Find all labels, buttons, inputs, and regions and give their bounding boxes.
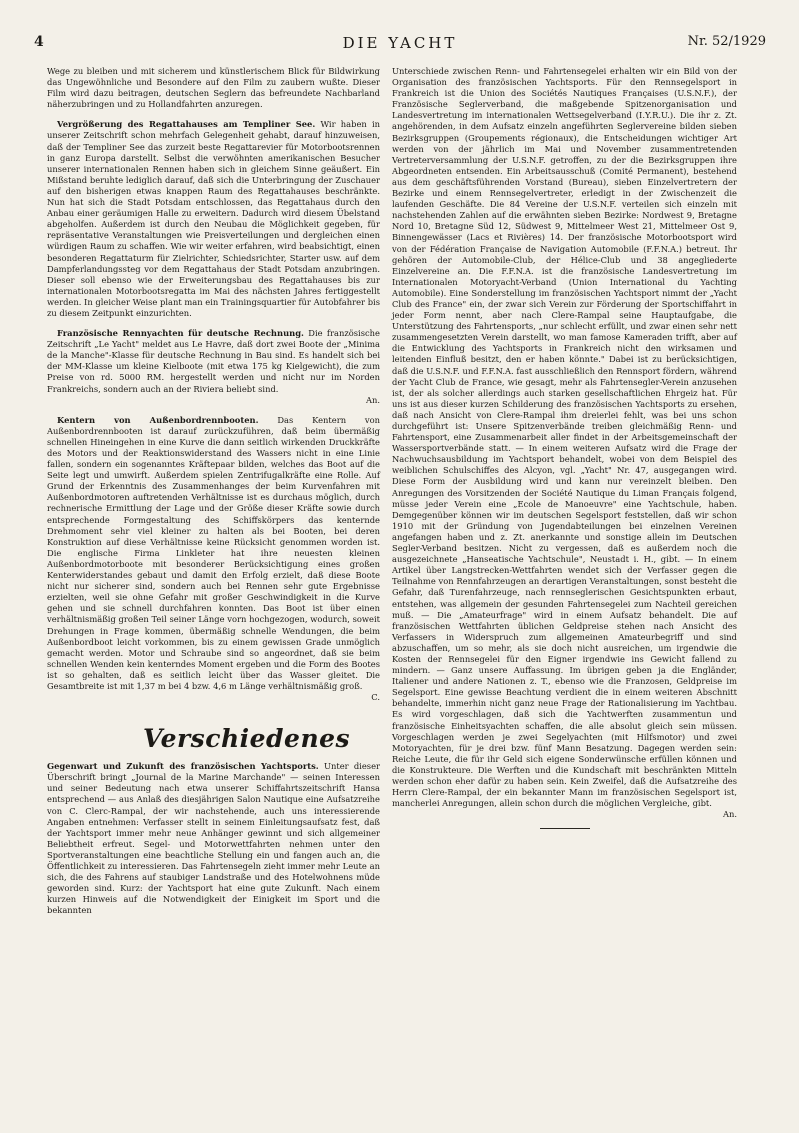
section-title: Verschiedenes (143, 724, 351, 754)
article-kentern (47, 415, 380, 692)
article-heading: Kentern von Außenbordrennbooten. (57, 414, 259, 425)
page-header (34, 34, 766, 54)
end-rule (540, 828, 590, 829)
right-column (392, 66, 737, 1106)
article-continuation: Unterschiede zwischen Renn- und Fahrtensegelei erhalten wir ein Bild von der Organisation des französischen Yachtsports. Für den Rennsegelsport in Frankreich ist die Union des Sociétés Nautiques Françaises (U.S.N.F.), der Französische Seglerverband, die maßgebende Spitzenorganisation und Landesvertretung im internationalen Wettsegelverband (I.Y.R.U.). Die ihr z. Zt. angehörenden, in dem Aufsatz einzeln angeführten Seglervereine bilden sieben Bezirksgruppen (Groupements régionaux), die Entscheidungen wichtiger Art werden von der jährlich im Mai und November zusammentretenden Vertreterversammlung der U.S.N.F. getroffen, zu der die Bezirksgruppen ihre Abgeordneten entsenden. Ein Arbeitsausschuß (Comité Permanent), bestehend aus dem geschäftsführenden Vorstand (Bureau), sieben Einzelvertretern der Bezirke und einem Rennsegelvertreter, erledigt in der Zwischenzeit die laufenden Geschäfte. Die 84 Vereine der U.S.N.F. verteilen sich einzeln mit nachstehenden Zahlen auf die erwähnten sieben Bezirke: Nordwest 9, Bretagne Nord 10, Bretagne Süd 12, Südwest 9, Mittelmeer West 21, Mittelmeer Ost 9, Binnengewässer (Lacs et Rivières) 14. Der französische Motorbootsport wird von der Fédération Française de Navigation Automobile (F.F.N.A.) betreut. Ihr gehören der Automobile-Club, der Hélice-Club und 38 angegliederte Einzelvereine an. Die F.F.N.A. ist die französische Landesvertretung im Internationalen Motoryacht-Verband (Union International du Yachting Automobile). Eine Sonderstellung im französischen Yachtsport nimmt der „Yacht Club des France" ein, der zwar sich Verein zur Förderung der Sportschiffahrt in jeder Form nennt, aber nach Clere-Rampal seine Hauptaufgabe, die Unterstützung des Fahrtensports, „nur schlecht erfüllt, und zwar einen sehr nett zusammengesetzten Verein darstellt, wo man famose Kameraden trifft, aber auf die Entwicklung des Yachtsports in Frankreich nicht den wirksamen und leitenden Einfluß besitzt, den er haben könnte." Dabei ist zu berücksichtigen, daß die U.S.N.F. und F.F.N.A. fast ausschließlich den Rennsport fördern, während der Yacht Club de France, wie gesagt, mehr als Fahrtensegler-Verein anzusehen ist, der als solcher allerdings auch starken gesellschaftlichen Ehrgeiz hat. Für uns ist aus dieser kurzen Schilderung des französischen Yachtsports zu ersehen, daß nach Ansicht von Clere-Rampal ihm dreierlei fehlt, was bei uns schon durchgeführt ist: Unsere Spitzenverbände treiben gleichmäßig Renn- und Fahrtensport, eine Zusammenarbeit aller findet in der Arbeitsgemeinschaft der Wassersportverbände statt. — In einem weiteren Aufsatz wird die Frage der Nachwuchsausbildung im Yachtsport behandelt, wobei von dem Beispiel des weiblichen Schulschiffes des Alcyon, vgl. „Yacht" Nr. 47, ausgegangen wird. Diese Form der Ausbildung wird und kann nur vereinzelt bleiben. Den Anregungen des Vorsitzenden der Société Nautique du Liman Français folgend, müsse jeder Verein eine „Ecole de Manoeuvre" eine Yachtschule, haben. Demgegenüber können wir im deutschen Segelsport feststellen, daß wir schon 1910 mit der Gründung von Jugendabteilungen bei einzelnen Vereinen angefangen haben und z. Zt. anerkannte und sonstige allein im Deutschen Segler-Verband besitzen. Nicht zu vergessen, daß es außerdem noch die ausgezeichnete „Hanseatische Yachtschule", Neustadt i. H., gibt. — In einem Artikel über Langstrecken-Wettfahrten wendet sich der Verfasser gegen die Teilnahme von Rennfahrzeugen an derartigen Veranstaltungen, sonst besteht die Gefahr, daß Turenfahrzeuge, nach rennseglerischen Gesichtspunkten erbaut, entstehen, was allgemein der gesunden Fahrtensegelei zum Nachteil gereichen muß. — Die „Amateurfrage" wird in einem Aufsatz behandelt. Die auf französischen Wettfahrten üblichen Geldpreise stehen nach Ansicht des Verfassers in Widerspruch zum allgemeinen Amateurbegriff und sind abzuschaffen, um so mehr, als sie doch nicht ausreichen, um irgendwie die Kosten der Rennsegelei für den Eigner irgendwie ins Gewicht fallend zu mindern. — Ganz unsere Auffassung. Im übrigen geben ja die Engländer, Italiener und andere Nationen z. T., ebenso wie die Franzosen, Geldpreise im Segelsport. Eine gewisse Beachtung verdient die in einem weiteren Abschnitt behandelte, immerhin nicht ganz neue Frage der Rationalisierung im Yachtbau. Es wird vorgeschlagen, daß sich die Yachtwerften zusammentun und französische Einheitsyachten schaffen, die alle absolut gleich sein müssen. Vorgeschlagen werden je zwei Segelyachten (mit Hilfsmotor) und zwei Motoryachten, für je drei bzw. fünf Mann Besatzung. Dagegen werden sein: Reiche Leute, die für ihr Geld sich eigene Sonderwünsche erfüllen können und die Konstrukteure. Die Werften und die Kundschaft mit beschränkten Mitteln werden schon eher dafür zu haben sein. Kein Zweifel, daß die Aufsatzreihe des Herrn Clere-Rampal, der ein bekannter Mann im französischen Segelsport ist, mancherlei Anregungen, allein schon durch die möglichen Vergleiche, gibt. (392, 66, 737, 809)
article-heading: Vergrößerung des Regattahauses am Templiner See. (57, 119, 316, 130)
article-body: Die französische Zeitschrift „Le Yacht" meldet aus Le Havre, daß dort zwei Boote der „Minima de la Manche"-Klasse für deutsche Rechnung in Bau sind. Es handelt sich bei der MM-Klasse um kleine Kielboote (mit etwa 175 kg Kielgewicht), die zum Preise von rd. 5000 RM. hergestellt werden und nicht nur im Norden Frankreichs, sondern auch an der Riviera beliebt sind. (47, 328, 380, 394)
left-column (47, 66, 380, 1106)
article-body: Wir haben in unserer Zeitschrift schon mehrfach Gelegenheit gehabt, darauf hinzuweisen, daß der Templiner See das zurzeit beste Regattarevier für Motorbootsrennen in ganz Europa darstellt. Selbst die verwöhnten amerikanischen Besucher unserer internationalen Rennen haben sich in gleichem Sinne geäußert. Ein Mißstand beruhte lediglich darauf, daß sich die Unterbringung der Zuschauer auf den bisherigen etwas knappen Raum des Regattahauses beschränkte. Nun hat sich die Stadt Potsdam entschlossen, das Regattahaus durch den Anbau einer geräumigen Halle zu erweitern. Dadurch wird diesem Übelstand abgeholfen. Außerdem ist durch den Neubau die Möglichkeit gegeben, für repräsentative Veranstaltungen wie Preisverteilungen und dergleichen einen würdigen Raum zu schaffen. Wie wir weiter erfahren, wird beabsichtigt, einen besonderen Regattaturm für Zielrichter, Schiedsrichter, Starter usw. auf dem Dampferlandungssteg vor dem Regattahaus der Stadt Potsdam anzubringen. Dieser soll ebenso wie der Erweiterungsbau des Regattahauses bis zur internationalen Motorbootsregatta im Mai des nächsten Jahres fertiggestellt werden. In gleicher Weise plant man ein Trainingsquartier für Autobfahrer bis zu diesem Zeitpunkt einzurichten. (47, 119, 380, 318)
article-heading: Gegenwart und Zukunft des französischen Yachtsports. (47, 761, 319, 772)
article-yachtsport (47, 761, 380, 916)
journal-title: DIE YACHT (342, 34, 458, 52)
issue-number: Nr. 52/1929 (687, 34, 766, 49)
author-signature: C. (371, 692, 380, 703)
article-body: Das Kentern von Außenbordrennbooten ist darauf zurückzuführen, daß beim übermäßig schnellen Hineingehen in eine Kurve die dann seitlich wirkenden Druckkräfte des Motors und der Reaktionswiderstand des Wassers nicht in eine Linie fallen, sondern ein sogenanntes Kräftepaar bilden, welches das Boot auf die Seite legt und umwirft. Außerdem spielen Zentrifugalkräfte eine Rolle. Auf Grund der Erkenntnis des Zusammenhanges der beim Kurvenfahren mit Außenbordmotoren auftretenden Verhältnisse ist es durchaus möglich, durch rechnerische Ermittlung der Lage und der Größe dieser Kräfte sowie durch entsprechende Formgestaltung des Schiffskörpers das kenternde Drehmoment sehr viel kleiner zu halten als bei Booten, bei deren Konstruktion auf diese Verhältnisse keine Rücksicht genommen worden ist. Die englische Firma Linkleter hat ihre neuesten kleinen Außenbordmotorboote mit besonderer Berücksichtigung eines großen Kenterwiderstandes gebaut und damit den Erfolg erzielt, daß diese Boote nicht nur sicherer sind, sondern auch bei Rennen sehr gute Ergebnisse erzielten, weil sie ohne Gefahr mit großer Geschwindigkeit in die Kurve gehen und sie schnell durchfahren konnten. Das Boot ist über einen verhältnismäßig großen Teil seiner Länge vorn hochgezogen, wodurch, soweit Drehungen in Frage kommen, übermäßig schnelle Wendungen, die beim Außenbordboot leicht vorkommen, bis zu einem gewissen Grade unmöglich gemacht werden. Motor und Schraube sind so angeordnet, daß sie beim schnellen Wenden kein kenterndes Moment ergeben und die Form des Bootes ist so gehalten, daß es seitlich leicht über das Wasser gleitet. Die Gesamtbreite ist mit 1,37 m bei 4 bzw. 4,6 m Länge verhältnismäßig groß. (47, 414, 381, 691)
article-body: Unter dieser Überschrift bringt „Journal de la Marine Marchande" — seinen Interessen und seiner Bedeutung nach etwa unserer Schiffahrtszeitschrift Hansa entsprechend — aus Anlaß des diesjährigen Salon Nautique eine Aufsatzreihe von C. Clerc-Rampal, der wir nachstehende, auch uns interessierende Angaben entnehmen: Verfasser stellt in seinem Einleitungsaufsatz fest, daß der Yachtsport immer mehr neue Anhänger gewinnt und sich allgemeiner Beliebtheit erfreut. Segel- und Motorwettfahrten nehmen unter den Sportveranstaltungen eine beachtliche Stellung ein und fangen auch an, die Öffentlichkeit zu interessieren. Das Fahrtensegeln zieht immer mehr Leute an sich, die des Fahrens auf staubiger Landstraße und des Hotelwohnens müde geworden sind. Kurz: der Yachtsport hat eine gute Zukunft. Nach einem kurzen Hinweis auf die Notwendigkeit der Einigkeit im Sport und die bekannten (47, 761, 381, 916)
author-signature: An. (722, 809, 737, 820)
page-number: 4 (34, 34, 44, 50)
article-heading: Französische Rennyachten für deutsche Rechnung. (57, 328, 304, 339)
author-signature: An. (365, 394, 380, 405)
article-rennyachten (47, 328, 380, 395)
article-regattahaus (47, 119, 380, 319)
intro-paragraph: Wege zu bleiben und mit sicherem und künstlerischem Blick für Bildwirkung das Ungewöhnliche und Besondere auf den Film zu zaubern wußte. Dieser Film wird dazu beitragen, deutschen Seglern das befreundete Nachbarland näherzubringen und zu Hollandfahrten anzuregen. (47, 66, 380, 110)
